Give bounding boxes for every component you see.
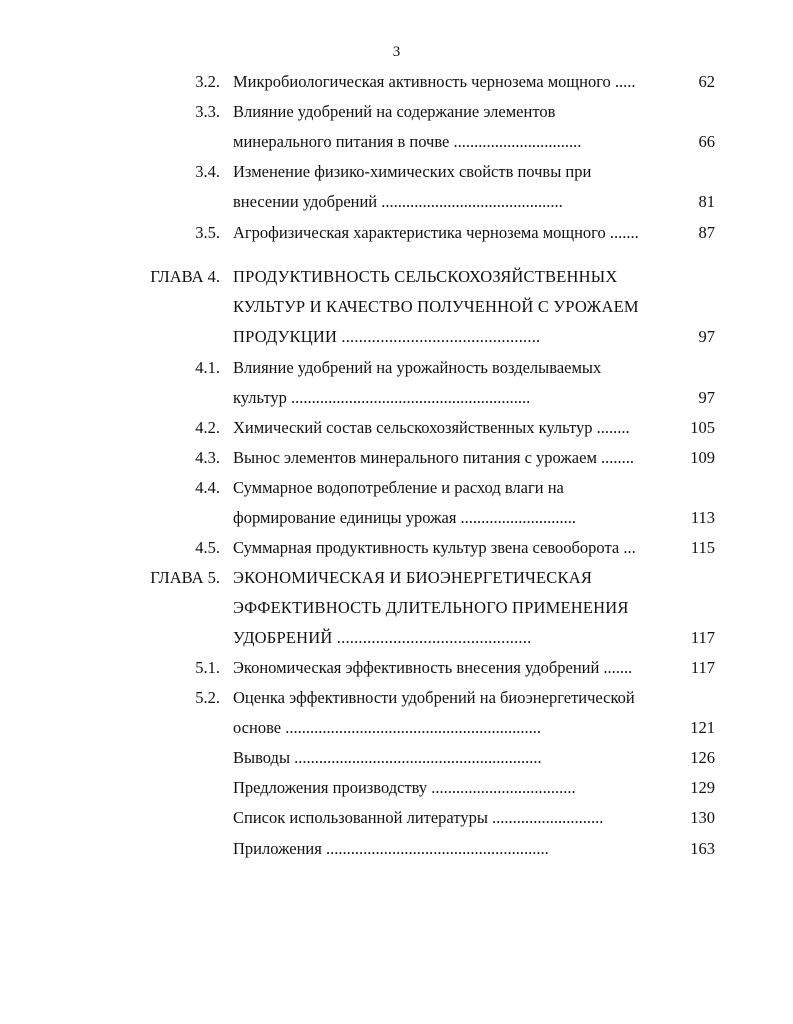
toc-section-title: Список использованной литературы ........................... [233,808,604,827]
toc-page-number: 163 [690,839,715,858]
toc-chapter-title: ПРОДУКТИВНОСТЬ СЕЛЬСКОХОЗЯЙСТВЕННЫХ [233,267,618,286]
toc-section-number: 4.5. [195,538,220,557]
toc-section-number: 5.1. [195,658,220,677]
toc-page-number: 62 [698,72,715,91]
toc-section-title: Приложения ...................................................... [233,839,549,858]
toc-section-title: Микробиологическая активность чернозема мощного ..... [233,72,636,91]
page-number: 3 [392,44,401,60]
toc-section-title: внесении удобрений ............................................ [233,192,563,211]
toc-section-title: Влияние удобрений на содержание элементов [233,102,556,121]
toc-section-title: Предложения производству ................................... [233,778,576,797]
toc-page-number: 87 [698,223,715,242]
toc-section-title: минерального питания в почве ............................... [233,132,582,151]
toc-page-number: 109 [690,448,715,467]
toc-page-number: 117 [690,658,715,677]
toc-page-number: 130 [690,808,715,827]
toc-section-number: 4.4. [195,478,220,497]
toc-page-number: 113 [690,508,715,527]
toc-section-number: 5.2. [195,688,220,707]
toc-page-number: 66 [698,132,715,151]
toc-page-number: 97 [698,388,715,407]
toc-section-number: 3.3. [195,102,220,121]
toc-chapter-title: ЭКОНОМИЧЕСКАЯ И БИОЭНЕРГЕТИЧЕСКАЯ [233,568,593,587]
toc-section-number: 4.3. [195,448,220,467]
toc-chapter-title: ЭФФЕКТИВНОСТЬ ДЛИТЕЛЬНОГО ПРИМЕНЕНИЯ [233,598,629,617]
toc-chapter-number: ГЛАВА 5. [150,568,220,587]
toc-chapter-title: ПРОДУКЦИИ .............................................. [233,327,541,346]
toc-page-number: 115 [690,538,715,557]
toc-chapter-title: КУЛЬТУР И КАЧЕСТВО ПОЛУЧЕННОЙ С УРОЖАЕМ [233,297,639,316]
toc-section-title: Суммарная продуктивность культур звена севооборота ... [233,538,636,557]
toc-section-title: основе .............................................................. [233,718,541,737]
toc-section-title: Вынос элементов минерального питания с урожаем ........ [233,448,635,467]
toc-chapter-title: УДОБРЕНИЙ ............................................. [233,628,532,647]
toc-section-title: формирование единицы урожая ............................ [233,508,577,527]
toc-section-title: Химический состав сельскохозяйственных культур ........ [233,418,630,437]
toc-chapter-number: ГЛАВА 4. [150,267,220,286]
toc-page-number: 105 [690,418,715,437]
toc-section-number: 3.2. [195,72,220,91]
toc-section-title: Оценка эффективности удобрений на биоэнергетической [233,688,635,707]
toc-section-title: Суммарное водопотребление и расход влаги на [233,478,564,497]
toc-page-number: 97 [698,327,715,346]
toc-section-title: Выводы ............................................................ [233,748,542,767]
toc-page-number: 129 [690,778,715,797]
toc-section-title: Изменение физико-химических свойств почвы при [233,162,592,181]
toc-section-number: 3.5. [195,223,220,242]
toc-section-number: 4.2. [195,418,220,437]
toc-section-number: 4.1. [195,358,220,377]
toc-section-title: Агрофизическая характеристика чернозема мощного ....... [233,223,639,242]
toc-section-title: Влияние удобрений на урожайность возделываемых [233,358,602,377]
toc-section-number: 3.4. [195,162,220,181]
toc-section-title: культур .......................................................... [233,388,531,407]
toc-section-title: Экономическая эффективность внесения удобрений ....... [233,658,633,677]
toc-page-number: 81 [698,192,715,211]
toc-page-number: 121 [690,718,715,737]
toc-page-number: 117 [690,628,715,647]
toc-page-number: 126 [690,748,715,767]
